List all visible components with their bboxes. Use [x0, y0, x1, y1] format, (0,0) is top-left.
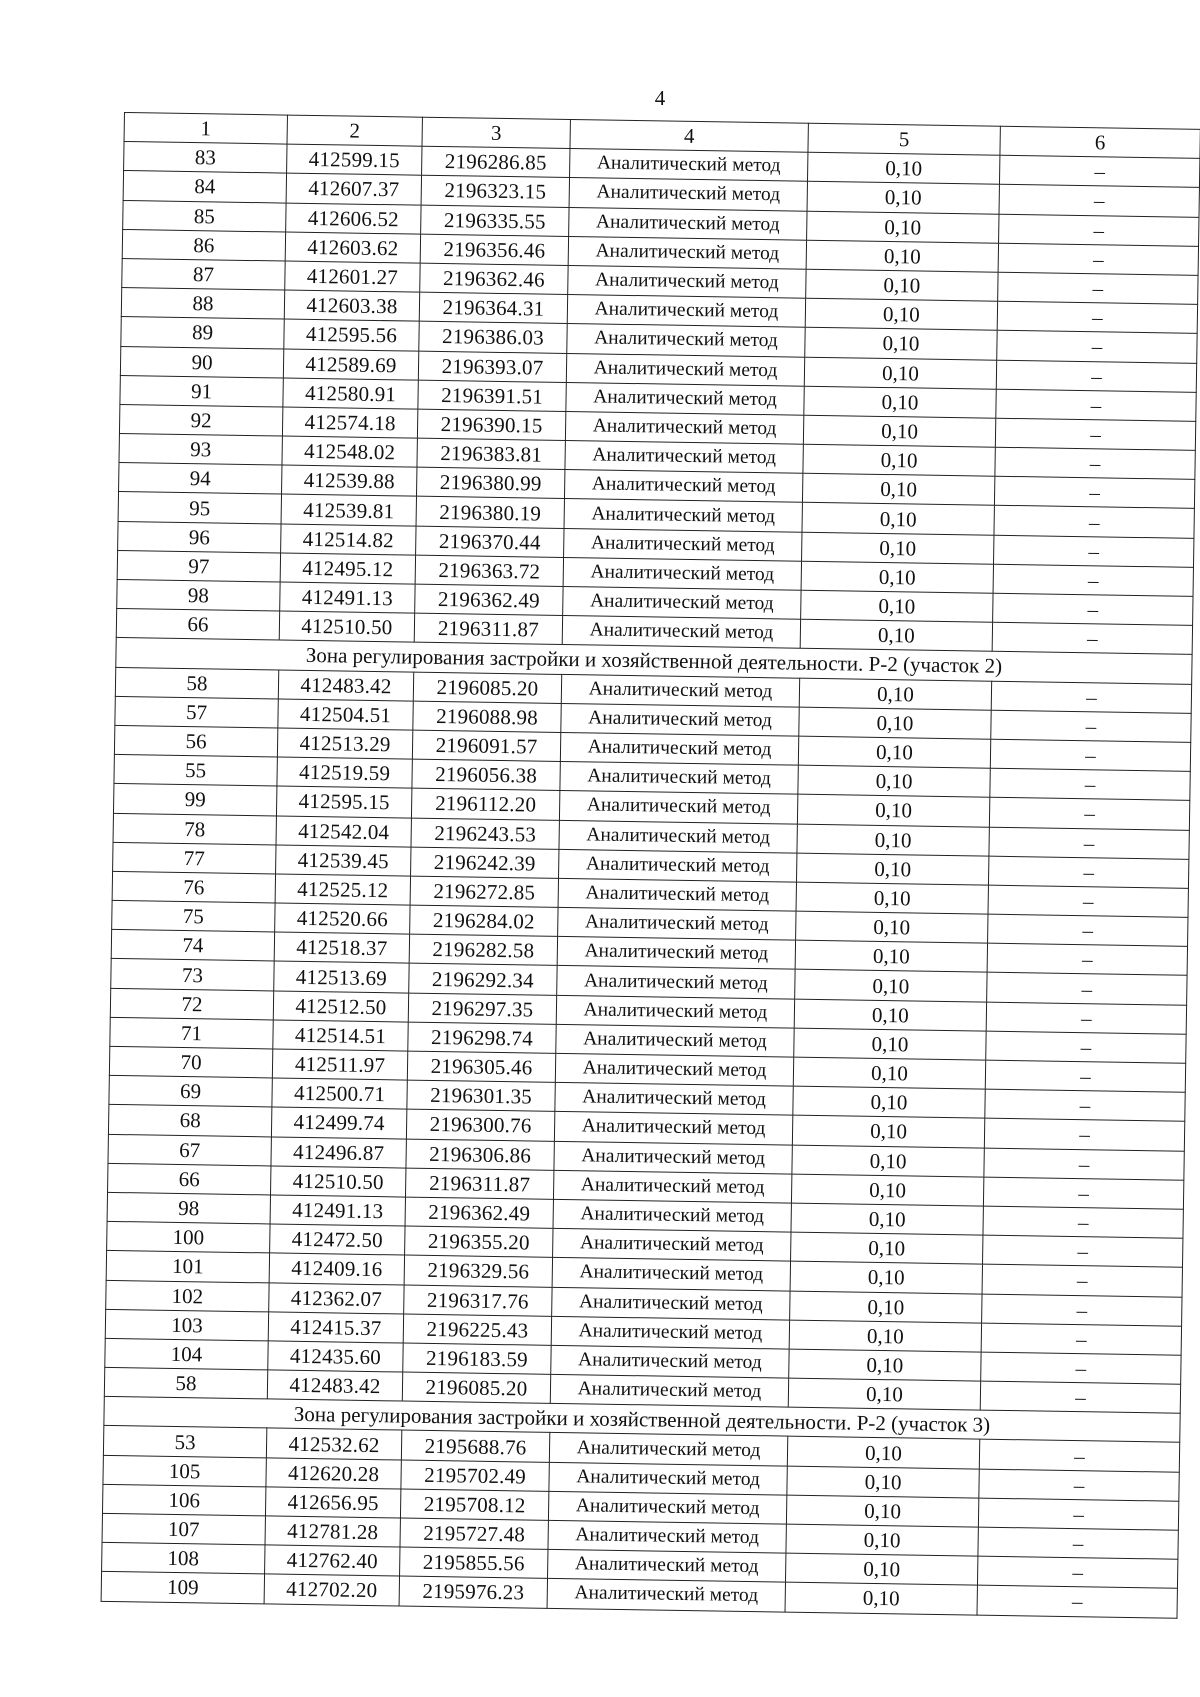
method-cell: Аналитический метод: [564, 499, 802, 532]
y-coordinate-cell: 2196311.87: [414, 613, 562, 645]
accuracy-cell: 0,10: [793, 1086, 985, 1118]
x-coordinate-cell: 412595.56: [284, 319, 419, 350]
point-number-cell: 89: [121, 317, 284, 349]
x-coordinate-cell: 412702.20: [264, 1574, 399, 1605]
note-cell: –: [991, 681, 1191, 713]
method-cell: Аналитический метод: [562, 616, 800, 649]
method-cell: Аналитический метод: [547, 1579, 785, 1612]
accuracy-cell: 0,10: [801, 590, 993, 622]
method-cell: Аналитический метод: [557, 966, 795, 999]
accuracy-cell: 0,10: [791, 1232, 983, 1264]
point-number-cell: 58: [104, 1367, 267, 1399]
method-cell: Аналитический метод: [554, 1112, 792, 1145]
y-coordinate-cell: 2196056.38: [412, 759, 560, 791]
x-coordinate-cell: 412409.16: [269, 1253, 404, 1284]
accuracy-cell: 0,10: [805, 298, 997, 330]
point-number-cell: 75: [112, 900, 275, 932]
y-coordinate-cell: 2196284.02: [410, 905, 558, 937]
note-cell: –: [999, 214, 1199, 246]
point-number-cell: 102: [106, 1280, 269, 1312]
accuracy-cell: 0,10: [786, 1524, 978, 1556]
note-cell: –: [982, 1264, 1182, 1296]
accuracy-cell: 0,10: [787, 1437, 979, 1469]
point-number-cell: 91: [120, 375, 283, 407]
note-cell: –: [981, 1323, 1181, 1355]
y-coordinate-cell: 2196088.98: [413, 701, 561, 733]
y-coordinate-cell: 2196390.15: [417, 409, 565, 441]
method-cell: Аналитический метод: [553, 1229, 791, 1262]
section-title: Зона регулирования застройки и хозяйственной деятельности. Р-2 (участок 2): [116, 638, 1192, 684]
header-cell: 2: [287, 115, 422, 146]
y-coordinate-cell: 2196306.86: [406, 1139, 554, 1171]
x-coordinate-cell: 412574.18: [282, 407, 417, 438]
method-cell: Аналитический метод: [567, 295, 805, 328]
accuracy-cell: 0,10: [797, 824, 989, 856]
y-coordinate-cell: 2195855.56: [400, 1547, 548, 1579]
accuracy-cell: 0,10: [807, 152, 999, 184]
method-cell: Аналитический метод: [568, 265, 806, 298]
point-number-cell: 96: [118, 521, 281, 553]
point-number-cell: 85: [123, 200, 286, 232]
x-coordinate-cell: 412483.42: [267, 1370, 402, 1401]
method-cell: Аналитический метод: [570, 149, 808, 182]
y-coordinate-cell: 2196391.51: [418, 380, 566, 412]
x-coordinate-cell: 412513.69: [274, 961, 409, 992]
y-coordinate-cell: 2196298.74: [408, 1022, 556, 1054]
point-number-cell: 67: [108, 1134, 271, 1166]
accuracy-cell: 0,10: [799, 678, 991, 710]
accuracy-cell: 0,10: [803, 415, 995, 447]
x-coordinate-cell: 412435.60: [268, 1341, 403, 1372]
note-cell: –: [987, 973, 1187, 1005]
note-cell: –: [997, 301, 1197, 333]
method-cell: Аналитический метод: [563, 586, 801, 619]
point-number-cell: 86: [122, 229, 285, 261]
point-number-cell: 84: [123, 171, 286, 203]
accuracy-cell: 0,10: [792, 1116, 984, 1148]
point-number-cell: 100: [107, 1221, 270, 1253]
note-cell: –: [988, 856, 1188, 888]
note-cell: –: [980, 1381, 1180, 1413]
note-cell: –: [985, 1060, 1185, 1092]
note-cell: –: [985, 1089, 1185, 1121]
note-cell: –: [977, 1585, 1177, 1617]
x-coordinate-cell: 412607.37: [286, 173, 421, 204]
x-coordinate-cell: 412504.51: [278, 699, 413, 730]
method-cell: Аналитический метод: [551, 1345, 789, 1378]
point-number-cell: 77: [113, 842, 276, 874]
point-number-cell: 94: [119, 463, 282, 495]
accuracy-cell: 0,10: [805, 328, 997, 360]
accuracy-cell: 0,10: [795, 940, 987, 972]
method-cell: Аналитический метод: [560, 732, 798, 765]
y-coordinate-cell: 2196370.44: [416, 526, 564, 558]
y-coordinate-cell: 2195708.12: [400, 1489, 548, 1521]
accuracy-cell: 0,10: [796, 911, 988, 943]
point-number-cell: 90: [120, 346, 283, 378]
accuracy-cell: 0,10: [806, 269, 998, 301]
y-coordinate-cell: 2196362.49: [415, 584, 563, 616]
point-number-cell: 92: [119, 404, 282, 436]
x-coordinate-cell: 412496.87: [271, 1137, 406, 1168]
note-cell: –: [986, 1031, 1186, 1063]
point-number-cell: 70: [109, 1046, 272, 1078]
y-coordinate-cell: 2196329.56: [404, 1255, 552, 1287]
method-cell: Аналитический метод: [548, 1520, 786, 1553]
note-cell: –: [990, 768, 1190, 800]
accuracy-cell: 0,10: [807, 211, 999, 243]
point-number-cell: 87: [122, 258, 285, 290]
note-cell: –: [989, 797, 1189, 829]
accuracy-cell: 0,10: [803, 444, 995, 476]
point-number-cell: 78: [113, 813, 276, 845]
point-number-cell: 109: [101, 1572, 264, 1604]
accuracy-cell: 0,10: [806, 240, 998, 272]
point-number-cell: 53: [103, 1426, 266, 1458]
y-coordinate-cell: 2195727.48: [400, 1518, 548, 1550]
x-coordinate-cell: 412514.82: [281, 524, 416, 555]
x-coordinate-cell: 412539.81: [281, 494, 416, 525]
x-coordinate-cell: 412491.13: [270, 1195, 405, 1226]
point-number-cell: 98: [107, 1192, 270, 1224]
y-coordinate-cell: 2196292.34: [409, 964, 557, 996]
header-cell: 1: [124, 113, 287, 145]
x-coordinate-cell: 412510.50: [271, 1166, 406, 1197]
note-cell: –: [995, 418, 1195, 450]
y-coordinate-cell: 2196311.87: [405, 1168, 553, 1200]
point-number-cell: 66: [108, 1163, 271, 1195]
point-number-cell: 101: [106, 1251, 269, 1283]
note-cell: –: [994, 535, 1194, 567]
x-coordinate-cell: 412762.40: [265, 1545, 400, 1576]
note-cell: –: [998, 272, 1198, 304]
y-coordinate-cell: 2196323.15: [421, 176, 569, 208]
y-coordinate-cell: 2196243.53: [411, 818, 559, 850]
point-number-cell: 107: [102, 1513, 265, 1545]
method-cell: Аналитический метод: [560, 762, 798, 795]
y-coordinate-cell: 2196300.76: [406, 1109, 554, 1141]
note-cell: –: [999, 185, 1199, 217]
y-coordinate-cell: 2196317.76: [404, 1285, 552, 1317]
method-cell: Аналитический метод: [566, 382, 804, 415]
header-cell: 5: [808, 123, 1000, 155]
accuracy-cell: 0,10: [787, 1466, 979, 1498]
accuracy-cell: 0,10: [791, 1203, 983, 1235]
point-number-cell: 98: [117, 579, 280, 611]
x-coordinate-cell: 412539.88: [282, 465, 417, 496]
method-cell: Аналитический метод: [568, 236, 806, 269]
method-cell: Аналитический метод: [569, 207, 807, 240]
x-coordinate-cell: 412512.50: [273, 991, 408, 1022]
method-cell: Аналитический метод: [551, 1316, 789, 1349]
point-number-cell: 97: [117, 550, 280, 582]
method-cell: Аналитический метод: [552, 1287, 790, 1320]
note-cell: –: [979, 1440, 1179, 1472]
note-cell: –: [977, 1556, 1177, 1588]
note-cell: –: [982, 1294, 1182, 1326]
y-coordinate-cell: 2196386.03: [419, 321, 567, 353]
table-body: [101, 142, 1200, 1618]
x-coordinate-cell: 412518.37: [274, 932, 409, 963]
y-coordinate-cell: 2196393.07: [418, 351, 566, 383]
x-coordinate-cell: 412580.91: [283, 378, 418, 409]
x-coordinate-cell: 412513.29: [277, 728, 412, 759]
method-cell: Аналитический метод: [554, 1141, 792, 1174]
accuracy-cell: 0,10: [790, 1261, 982, 1293]
note-cell: –: [989, 827, 1189, 859]
point-number-cell: 104: [105, 1338, 268, 1370]
accuracy-cell: 0,10: [785, 1582, 977, 1614]
accuracy-cell: 0,10: [795, 970, 987, 1002]
x-coordinate-cell: 412601.27: [285, 261, 420, 292]
point-number-cell: 108: [102, 1543, 265, 1575]
y-coordinate-cell: 2196183.59: [403, 1343, 551, 1375]
y-coordinate-cell: 2196286.85: [422, 146, 570, 178]
accuracy-cell: 0,10: [790, 1291, 982, 1323]
header-cell: 4: [570, 120, 808, 153]
point-number-cell: 69: [109, 1076, 272, 1108]
header-cell: 3: [422, 117, 570, 149]
accuracy-cell: 0,10: [798, 765, 990, 797]
x-coordinate-cell: 412500.71: [272, 1078, 407, 1109]
method-cell: Аналитический метод: [548, 1491, 786, 1524]
method-cell: Аналитический метод: [556, 995, 794, 1028]
method-cell: Аналитический метод: [558, 878, 796, 911]
method-cell: Аналитический метод: [553, 1199, 791, 1232]
y-coordinate-cell: 2196355.20: [405, 1226, 553, 1258]
note-cell: –: [983, 1206, 1183, 1238]
y-coordinate-cell: 2196363.72: [415, 555, 563, 587]
point-number-cell: 88: [121, 288, 284, 320]
accuracy-cell: 0,10: [802, 532, 994, 564]
point-number-cell: 83: [124, 142, 287, 174]
accuracy-cell: 0,10: [802, 503, 994, 535]
coordinates-table: [101, 112, 1200, 1618]
x-coordinate-cell: 412514.51: [273, 1020, 408, 1051]
x-coordinate-cell: 412781.28: [265, 1516, 400, 1547]
y-coordinate-cell: 2196242.39: [411, 847, 559, 879]
x-coordinate-cell: 412620.28: [266, 1458, 401, 1489]
x-coordinate-cell: 412603.38: [284, 290, 419, 321]
method-cell: Аналитический метод: [561, 674, 799, 707]
y-coordinate-cell: 2196085.20: [413, 672, 561, 704]
point-number-cell: 105: [103, 1455, 266, 1487]
note-cell: –: [999, 155, 1199, 187]
note-cell: –: [987, 943, 1187, 975]
y-coordinate-cell: 2195702.49: [401, 1460, 549, 1492]
x-coordinate-cell: 412539.45: [276, 845, 411, 876]
y-coordinate-cell: 2195688.76: [401, 1430, 549, 1462]
accuracy-cell: 0,10: [791, 1174, 983, 1206]
point-number-cell: 72: [110, 988, 273, 1020]
point-number-cell: 66: [116, 609, 279, 641]
y-coordinate-cell: 2196380.19: [416, 497, 564, 529]
accuracy-cell: 0,10: [799, 707, 991, 739]
x-coordinate-cell: 412491.13: [280, 582, 415, 613]
y-coordinate-cell: 2196282.58: [409, 934, 557, 966]
accuracy-cell: 0,10: [804, 386, 996, 418]
x-coordinate-cell: 412595.15: [276, 786, 411, 817]
x-coordinate-cell: 412532.62: [266, 1428, 401, 1459]
accuracy-cell: 0,10: [793, 1057, 985, 1089]
point-number-cell: 95: [118, 492, 281, 524]
method-cell: Аналитический метод: [556, 1024, 794, 1057]
y-coordinate-cell: 2196362.46: [420, 263, 568, 295]
note-cell: –: [978, 1498, 1178, 1530]
y-coordinate-cell: 2196091.57: [412, 730, 560, 762]
note-cell: –: [983, 1235, 1183, 1267]
method-cell: Аналитический метод: [557, 937, 795, 970]
note-cell: –: [988, 914, 1188, 946]
method-cell: Аналитический метод: [565, 441, 803, 474]
note-cell: –: [979, 1469, 1179, 1501]
note-cell: –: [996, 389, 1196, 421]
point-number-cell: 56: [114, 725, 277, 757]
y-coordinate-cell: 2196356.46: [420, 234, 568, 266]
accuracy-cell: 0,10: [804, 357, 996, 389]
note-cell: –: [994, 506, 1194, 538]
method-cell: Аналитический метод: [563, 557, 801, 590]
accuracy-cell: 0,10: [788, 1378, 980, 1410]
accuracy-cell: 0,10: [802, 473, 994, 505]
accuracy-cell: 0,10: [796, 853, 988, 885]
method-cell: Аналитический метод: [559, 849, 797, 882]
note-cell: –: [983, 1177, 1183, 1209]
point-number-cell: 93: [119, 434, 282, 466]
x-coordinate-cell: 412511.97: [272, 1049, 407, 1080]
x-coordinate-cell: 412472.50: [270, 1224, 405, 1255]
y-coordinate-cell: 2196380.99: [416, 467, 564, 499]
point-number-cell: 106: [102, 1484, 265, 1516]
method-cell: Аналитический метод: [559, 820, 797, 853]
y-coordinate-cell: 2196364.31: [419, 292, 567, 324]
point-number-cell: 103: [105, 1309, 268, 1341]
accuracy-cell: 0,10: [789, 1349, 981, 1381]
point-number-cell: 73: [111, 959, 274, 991]
x-coordinate-cell: 412548.02: [282, 436, 417, 467]
note-cell: –: [993, 564, 1193, 596]
note-cell: –: [984, 1148, 1184, 1180]
method-cell: Аналитический метод: [561, 703, 799, 736]
accuracy-cell: 0,10: [794, 1028, 986, 1060]
x-coordinate-cell: 412520.66: [275, 903, 410, 934]
accuracy-cell: 0,10: [797, 794, 989, 826]
y-coordinate-cell: 2196085.20: [402, 1372, 550, 1404]
x-coordinate-cell: 412362.07: [269, 1282, 404, 1313]
x-coordinate-cell: 412415.37: [268, 1312, 403, 1343]
y-coordinate-cell: 2196301.35: [407, 1080, 555, 1112]
accuracy-cell: 0,10: [794, 999, 986, 1031]
method-cell: Аналитический метод: [559, 791, 797, 824]
method-cell: Аналитический метод: [565, 411, 803, 444]
method-cell: Аналитический метод: [550, 1374, 788, 1407]
method-cell: Аналитический метод: [569, 178, 807, 211]
note-cell: –: [992, 622, 1192, 654]
note-cell: –: [995, 447, 1195, 479]
x-coordinate-cell: 412606.52: [286, 203, 421, 234]
x-coordinate-cell: 412519.59: [277, 757, 412, 788]
y-coordinate-cell: 2196305.46: [407, 1051, 555, 1083]
x-coordinate-cell: 412499.74: [271, 1107, 406, 1138]
method-cell: Аналитический метод: [549, 1433, 787, 1466]
x-coordinate-cell: 412603.62: [285, 232, 420, 263]
y-coordinate-cell: 2196297.35: [408, 993, 556, 1025]
accuracy-cell: 0,10: [785, 1553, 977, 1585]
note-cell: –: [998, 243, 1198, 275]
method-cell: Аналитический метод: [564, 528, 802, 561]
method-cell: Аналитический метод: [564, 470, 802, 503]
point-number-cell: 55: [114, 755, 277, 787]
header-cell: 6: [1000, 126, 1200, 158]
accuracy-cell: 0,10: [798, 736, 990, 768]
y-coordinate-cell: 2196362.49: [405, 1197, 553, 1229]
point-number-cell: 57: [115, 696, 278, 728]
accuracy-cell: 0,10: [792, 1145, 984, 1177]
point-number-cell: 99: [113, 784, 276, 816]
note-cell: –: [993, 593, 1193, 625]
method-cell: Аналитический метод: [553, 1170, 791, 1203]
y-coordinate-cell: 2195976.23: [399, 1576, 547, 1608]
accuracy-cell: 0,10: [789, 1320, 981, 1352]
accuracy-cell: 0,10: [800, 619, 992, 651]
x-coordinate-cell: 412656.95: [265, 1487, 400, 1518]
method-cell: Аналитический метод: [548, 1550, 786, 1583]
method-cell: Аналитический метод: [555, 1083, 793, 1116]
x-coordinate-cell: 412525.12: [275, 874, 410, 905]
point-number-cell: 76: [112, 871, 275, 903]
accuracy-cell: 0,10: [807, 182, 999, 214]
y-coordinate-cell: 2196112.20: [411, 788, 559, 820]
note-cell: –: [997, 331, 1197, 363]
accuracy-cell: 0,10: [801, 561, 993, 593]
method-cell: Аналитический метод: [552, 1258, 790, 1291]
point-number-cell: 71: [110, 1017, 273, 1049]
x-coordinate-cell: 412589.69: [283, 349, 418, 380]
x-coordinate-cell: 412542.04: [276, 815, 411, 846]
method-cell: Аналитический метод: [555, 1053, 793, 1086]
note-cell: –: [996, 360, 1196, 392]
note-cell: –: [994, 476, 1194, 508]
x-coordinate-cell: 412483.42: [278, 670, 413, 701]
accuracy-cell: 0,10: [786, 1495, 978, 1527]
note-cell: –: [978, 1527, 1178, 1559]
note-cell: –: [984, 1119, 1184, 1151]
page-number: 4: [654, 86, 666, 110]
y-coordinate-cell: 2196335.55: [421, 205, 569, 237]
x-coordinate-cell: 412599.15: [287, 144, 422, 175]
note-cell: –: [986, 1002, 1186, 1034]
y-coordinate-cell: 2196225.43: [403, 1314, 551, 1346]
method-cell: Аналитический метод: [549, 1462, 787, 1495]
note-cell: –: [991, 710, 1191, 742]
x-coordinate-cell: 412510.50: [279, 611, 414, 642]
method-cell: Аналитический метод: [567, 324, 805, 357]
method-cell: Аналитический метод: [566, 353, 804, 386]
accuracy-cell: 0,10: [796, 882, 988, 914]
y-coordinate-cell: 2196272.85: [410, 876, 558, 908]
x-coordinate-cell: 412495.12: [280, 553, 415, 584]
y-coordinate-cell: 2196383.81: [417, 438, 565, 470]
section-title: Зона регулирования застройки и хозяйственной деятельности. Р-2 (участок 3): [104, 1397, 1180, 1443]
note-cell: –: [988, 885, 1188, 917]
point-number-cell: 74: [111, 930, 274, 962]
point-number-cell: 58: [115, 667, 278, 699]
note-cell: –: [981, 1352, 1181, 1384]
method-cell: Аналитический метод: [558, 907, 796, 940]
point-number-cell: 68: [108, 1105, 271, 1137]
note-cell: –: [990, 739, 1190, 771]
